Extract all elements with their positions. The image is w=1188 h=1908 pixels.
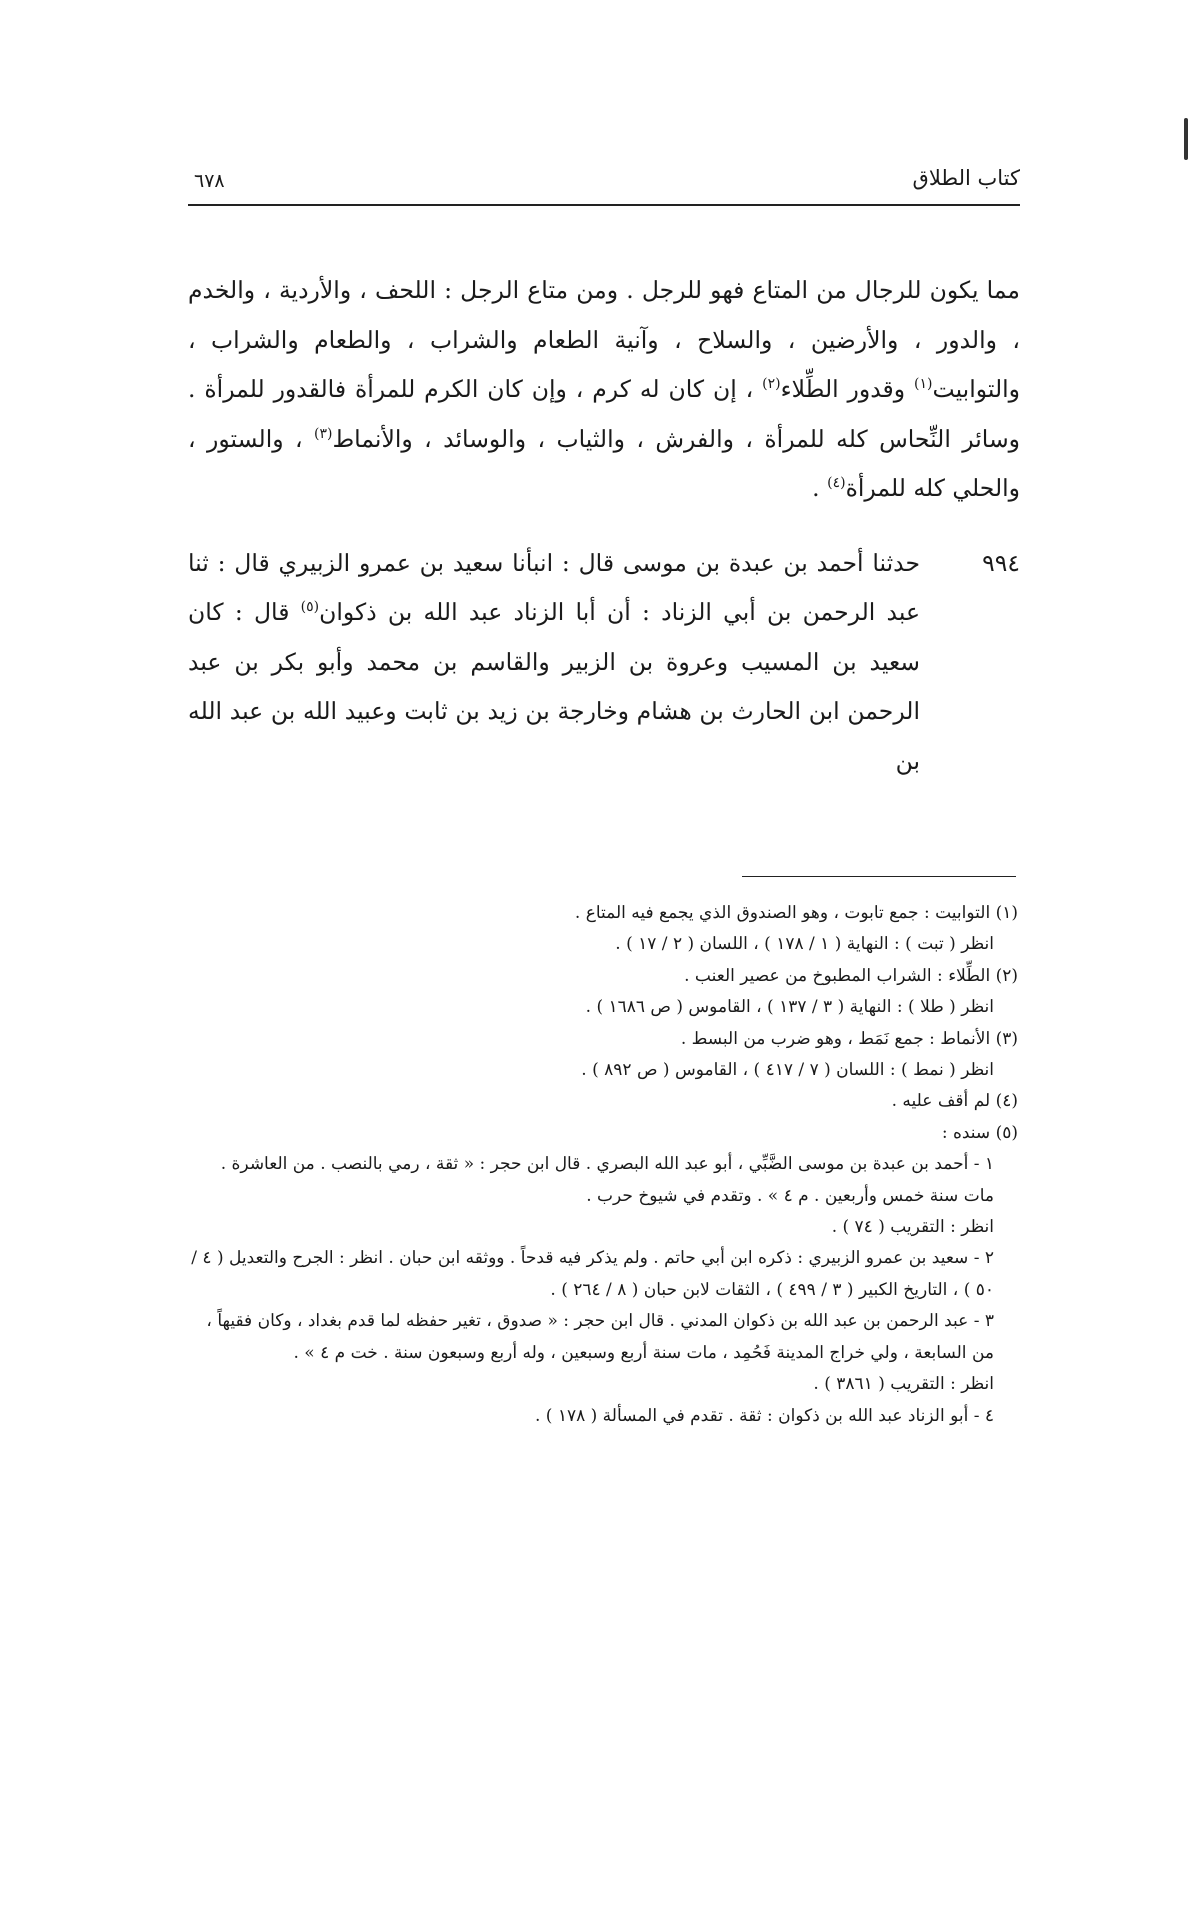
paragraph-text-4: ، والستور ، والحلي كله للمرأة <box>188 424 1020 502</box>
footnote-line: ١ - أحمد بن عبدة بن موسى الضَّبِّي ، أبو عبد الله البصري . قال ابن حجر : « ثقة ، رمي بالنصب . من العاشرة . مات سنة خمس وأربعين . م ٤ » . وتقدم في شيوخ حرب . <box>220 1154 994 1206</box>
footnote-line: انظر : التقريب ( ٣٨٦١ ) . <box>813 1374 994 1395</box>
paragraph-text-3: ، إن كان له كرم ، وإن كان الكرم للمرأة فالقدور للمرأة . وسائر النِّحاس كله للمرأة ، والفرش ، والثياب ، والوسائد ، والأنماط <box>188 375 1020 453</box>
page-number: ٦٧٨ <box>194 170 225 192</box>
footnote-line: ٤ - أبو الزناد عبد الله بن ذكوان : ثقة . تقدم في المسألة ( ١٧٨ ) . <box>534 1405 994 1426</box>
footnote-line: انظر ( تبت ) : النهاية ( ١ / ١٧٨ ) ، اللسان ( ٢ / ١٧ ) . <box>615 934 994 955</box>
footnote-ref-4: (٤) <box>827 475 846 492</box>
page-edge-mark <box>1184 118 1188 160</box>
footnote-line: (٣) الأنماط : جمع نَمَط ، وهو ضرب من البسط . <box>680 1028 1018 1049</box>
paragraph-text-1: مما يكون للرجال من المتاع فهو للرجل . ومن متاع الرجل : اللحف ، والأردية ، والخدم ، والدور ، والأرضين ، والسلاح ، وآنية الطعام والشراب ، والطعام والشراب ، والتوابيت <box>188 276 1021 403</box>
footnote-line: انظر ( طلا ) : النهاية ( ٣ / ١٣٧ ) ، القاموس ( ص ١٦٨٦ ) . <box>585 997 994 1018</box>
footnote-separator <box>742 876 1016 877</box>
footnote-ref-5: (٥) <box>300 599 320 616</box>
entry-text <box>188 539 920 787</box>
main-text <box>188 266 1020 810</box>
continuation-paragraph <box>188 266 1020 514</box>
paragraph-end: . <box>812 474 828 502</box>
footnote-ref-1: (١) <box>914 376 933 393</box>
footnote-line: ٣ - عبد الرحمن بن عبد الله بن ذكوان المدني . قال ابن حجر : « صدوق ، تغير حفظه لما قدم بغداد ، وكان فقيهاً ، من السابعة ، ولي خراج المدينة فَحُمِد ، مات سنة أربع وسبعين ، وله أربع وسبعون سنة . خت م ٤ » . <box>206 1311 994 1363</box>
footnote-line: (٤) لم أقف عليه . <box>891 1091 1018 1112</box>
footnote-line: ٢ - سعيد بن عمرو الزبيري : ذكره ابن أبي حاتم . ولم يذكر فيه قدحاً . ووثقه ابن حبان . انظر : الجرح والتعديل ( ٤ / ٥٠ ) ، التاريخ الكبير ( ٣ / ٤٩٩ ) ، الثقات لابن حبان ( ٨ / ٢٦٤ ) . <box>191 1248 994 1300</box>
footnote-line: (٢) الطِّلاء : الشراب المطبوخ من عصير العنب . <box>684 965 1018 986</box>
footnotes <box>186 898 1018 1432</box>
book-title: كتاب الطلاق <box>912 166 1020 190</box>
entry-text-1: حدثنا أحمد بن عبدة بن موسى قال : انبأنا سعيد بن عمرو الزبيري قال : ثنا عبد الرحمن بن أبي الزناد : أن أبا الزناد عبد الله بن ذكوان <box>188 548 921 626</box>
footnote-line: انظر ( نمط ) : اللسان ( ٧ / ٤١٧ ) ، القاموس ( ص ٨٩٢ ) . <box>581 1060 994 1081</box>
footnote-ref-3: (٣) <box>313 425 333 442</box>
footnote-line: انظر : التقريب ( ٧٤ ) . <box>831 1217 994 1238</box>
footnote-ref-2: (٢) <box>762 376 781 393</box>
paragraph-text-2: وقدور الطِّلاء <box>780 375 915 403</box>
footnote-line: (١) التوابيت : جمع تابوت ، وهو الصندوق الذي يجمع فيه المتاع . <box>574 903 1018 923</box>
page-header <box>188 160 1020 206</box>
footnote-line: (٥) سنده : <box>941 1122 1018 1143</box>
entry-number: ٩٩٤ <box>982 548 1020 577</box>
entry-text-2: قال : كان سعيد بن المسيب وعروة بن الزبير والقاسم بن محمد وأبو بكر بن عبد الرحمن ابن الحارث بن هشام وخارجة بن زيد بن ثابت وعبيد الله بن عبد الله بن <box>188 598 920 775</box>
hadith-entry <box>188 539 1020 787</box>
